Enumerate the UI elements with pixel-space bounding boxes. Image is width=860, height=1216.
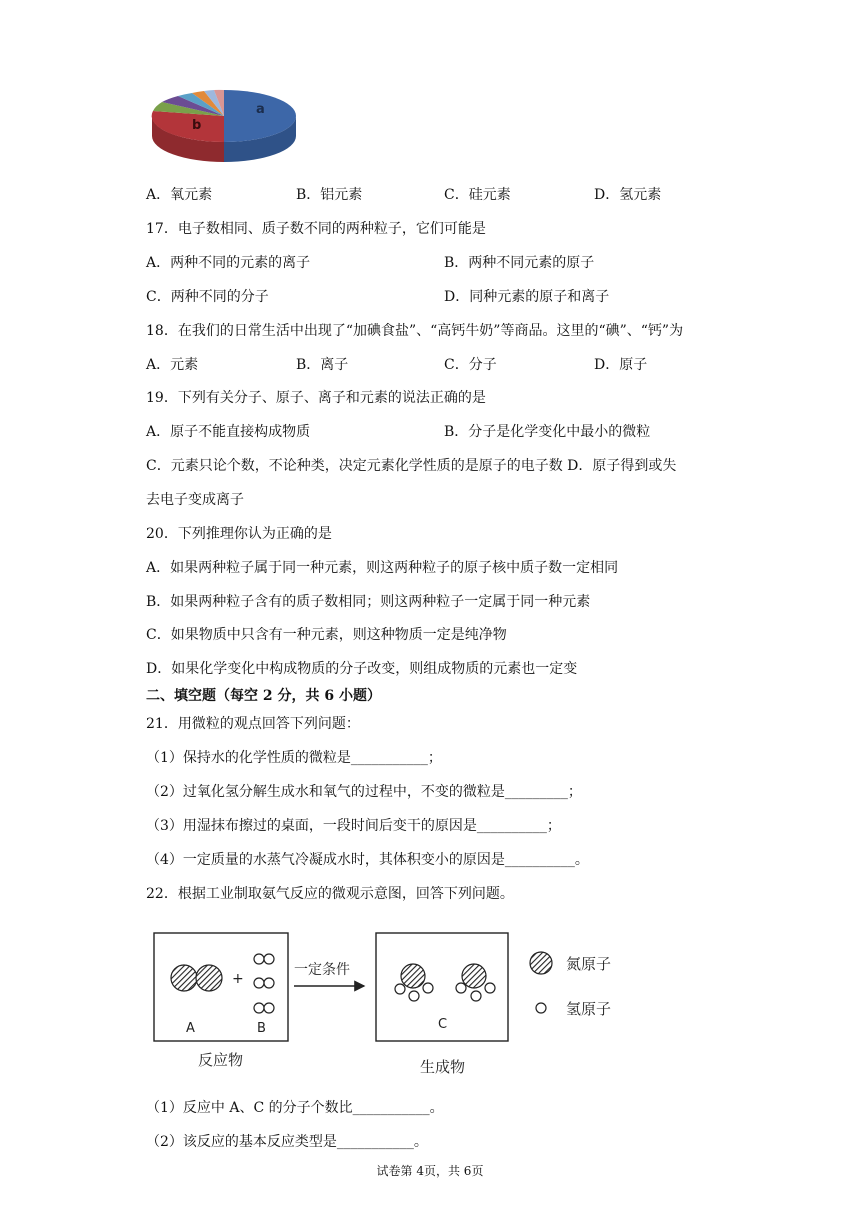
product-h-atom [485,983,495,993]
q20-option-a: A．如果两种粒子属于同一种元素，则这两种粒子的原子核中质子数一定相同 [146,560,619,576]
q19-option-d-cont: 去电子变成离子 [146,492,244,508]
q18-option-d: D．原子 [594,357,648,373]
q22-item-1: （1）反应中 A、C 的分子个数比___________。 [146,1100,444,1116]
q17-option-a: A．两种不同的元素的离子 [146,255,311,271]
product-n-atom [462,964,486,988]
pie-label-b: b [192,118,202,133]
legend-h-icon [536,1003,546,1013]
section-title: 二、填空题（每空 2 分，共 6 小题） [146,688,381,704]
q20-stem: 20．下列推理你认为正确的是 [146,526,332,542]
q17-option-b: B．两种不同元素的原子 [444,255,595,271]
q21-item-3: （3）用湿抹布擦过的桌面，一段时间后变干的原因是__________； [146,818,561,834]
q16-option-d: D．氢元素 [594,187,662,203]
molecule-a-atom-2 [196,965,222,991]
h-atom [264,954,274,964]
h-atom [254,1003,264,1013]
q19-option-b: B．分子是化学变化中最小的微粒 [444,424,651,440]
pie-label-a: a [256,102,265,117]
q19-stem: 19．下列有关分子、原子、离子和元素的说法正确的是 [146,390,486,406]
q18-option-c: C．分子 [444,357,497,373]
q21-item-4: （4）一定质量的水蒸气冷凝成水时，其体积变小的原因是__________。 [146,852,589,868]
h-atom [264,978,274,988]
product-h-atom [456,983,466,993]
q18-option-a: A．元素 [146,357,199,373]
q21-stem: 21．用微粒的观点回答下列问题： [146,716,360,732]
q16-option-c: C．硅元素 [444,187,511,203]
q17-option-d: D．同种元素的原子和离子 [444,289,610,305]
q17-stem: 17．电子数相同、质子数不同的两种粒子，它们可能是 [146,221,486,237]
legend-h-label: 氢原子 [566,1000,612,1018]
label-c: C [438,1017,448,1032]
molecule-a-atom-1 [171,965,197,991]
q16-option-b: B．铝元素 [296,187,363,203]
product-h-atom [395,984,405,994]
q22-item-2: （2）该反应的基本反应类型是___________。 [146,1134,428,1150]
reaction-diagram [146,924,636,1084]
pie-chart [148,78,300,170]
q21-item-1: （1）保持水的化学性质的微粒是___________； [146,750,442,766]
q20-option-d: D．如果化学变化中构成物质的分子改变，则组成物质的元素也一定变 [146,661,578,677]
q19-option-a: A．原子不能直接构成物质 [146,424,311,440]
products-caption: 生成物 [420,1058,466,1076]
product-h-atom [423,983,433,993]
page-footer: 试卷第 4页，共 6页 [376,1164,484,1178]
label-b: B [257,1021,266,1036]
q18-stem: 18．在我们的日常生活中出现了“加碘食盐”、“高钙牛奶”等商品。这里的“碘”、“钙”为 [146,323,684,339]
legend-n-icon [530,952,552,974]
q22-stem: 22．根据工业制取氨气反应的微观示意图，回答下列问题。 [146,886,514,902]
h-atom [254,978,264,988]
q17-option-c: C．两种不同的分子 [146,289,269,305]
h-atom [254,954,264,964]
condition-label: 一定条件 [294,962,350,978]
q21-item-2: （2）过氧化氢分解生成水和氧气的过程中，不变的微粒是_________； [146,784,582,800]
product-n-atom [401,964,425,988]
q18-option-b: B．离子 [296,357,349,373]
q20-option-c: C．如果物质中只含有一种元素，则这种物质一定是纯净物 [146,627,507,643]
legend-n-label: 氮原子 [566,955,612,973]
label-a: A [186,1021,195,1036]
q16-option-a: A．氧元素 [146,187,213,203]
reactants-caption: 反应物 [198,1051,244,1069]
plus-sign: + [232,971,244,987]
q19-option-cd: C．元素只论个数，不论种类，决定元素化学性质的是原子的电子数 D．原子得到或失 [146,458,677,474]
product-h-atom [471,991,481,1001]
h-atom [264,1003,274,1013]
q20-option-b: B．如果两种粒子含有的质子数相同；则这两种粒子一定属于同一种元素 [146,594,591,610]
product-h-atom [409,991,419,1001]
